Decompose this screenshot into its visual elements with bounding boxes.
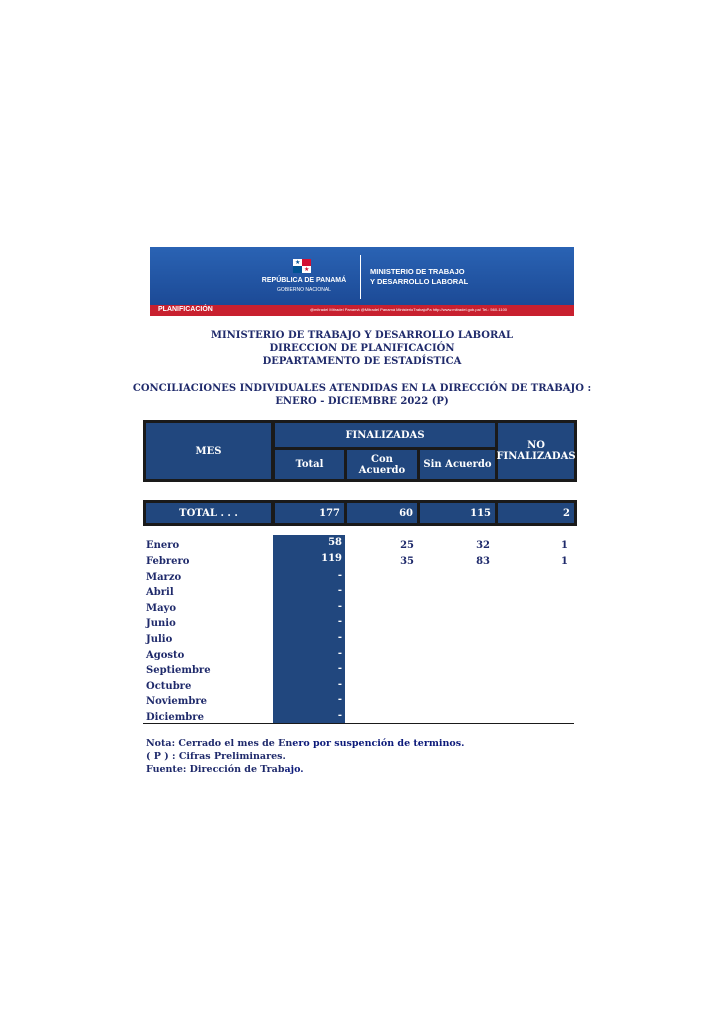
row-total: - [337, 570, 342, 581]
report-period: ENERO - DICIEMBRE 2022 (P) [275, 396, 449, 407]
month-label: Mayo [146, 603, 177, 614]
header-banner [150, 247, 574, 316]
section-label: PLANIFICACIÓN [158, 306, 213, 313]
direction-heading: DIRECCION DE PLANIFICACIÓN [269, 343, 455, 354]
social-links: @mitradel Mitradel Panamá @Mitradel Panamá MinisterioTrabajoPa http://www.mitradel.gob.pa/ Tel.: 560-1100 [310, 307, 508, 312]
banner-footer [150, 305, 574, 316]
note-closed [146, 738, 464, 749]
row-total: - [337, 710, 342, 721]
month-label: Octubre [146, 681, 192, 692]
month-label: Diciembre [146, 712, 204, 723]
department-heading: DEPARTAMENTO DE ESTADÍSTICA [262, 356, 462, 367]
column-total: Total [275, 450, 344, 479]
total-label: TOTAL . . . [146, 503, 271, 523]
month-label: Enero [146, 540, 180, 551]
panama-flag-icon: ★ ★ [295, 259, 310, 273]
note-preliminary: ( P ) : Cifras Preliminares. [146, 751, 286, 762]
banner-divider [360, 255, 361, 299]
month-label: Julio [146, 634, 173, 645]
note-source-a: Fuente: Dirección de Trab [146, 764, 285, 775]
column-sin-acuerdo: Sin Acuerdo [420, 450, 495, 479]
column-no-finalizadas [498, 423, 574, 479]
row-total: 58 [328, 537, 342, 548]
row-total: - [337, 663, 342, 674]
row-total: - [337, 648, 342, 659]
republic-name: REPÚBLICA DE PANAMÁ [261, 277, 347, 284]
report-title: CONCILIACIONES INDIVIDUALES ATENDIDAS EN LA DIRECCIÓN DE TRABAJO : [132, 383, 592, 394]
note-closed-b: ero por suspención de terminos. [292, 738, 465, 749]
row-total: - [337, 632, 342, 643]
row-no-finalizadas: 1 [561, 540, 568, 551]
ministry-name [370, 267, 468, 287]
month-label: Marzo [146, 572, 182, 583]
row-no-finalizadas: 1 [561, 556, 568, 567]
row-con-acuerdo: 25 [400, 540, 414, 551]
row-total: - [337, 585, 342, 596]
column-con-acuerdo: Con Acuerdo [347, 450, 417, 479]
note-closed-a: Nota: Cerrado el mes de En [146, 738, 293, 749]
row-total: - [337, 694, 342, 705]
column-no-line2: FINALIZADAS [496, 451, 576, 462]
row-con-acuerdo: 35 [400, 556, 414, 567]
column-finalizadas: FINALIZADAS [275, 423, 495, 447]
total-total: 177 [275, 503, 344, 523]
month-label: Junio [146, 618, 176, 629]
table-bottom-rule [143, 723, 574, 724]
row-sin-acuerdo: 32 [476, 540, 490, 551]
row-total: - [337, 601, 342, 612]
column-no-line1: NO [527, 440, 545, 451]
column-mes: MES [146, 423, 271, 479]
month-label: Agosto [146, 650, 185, 661]
ministry-heading: MINISTERIO DE TRABAJO Y DESARROLLO LABORAL [210, 330, 514, 341]
ministry-line1: MINISTERIO DE TRABAJO [370, 267, 465, 276]
month-label: Febrero [146, 556, 190, 567]
row-sin-acuerdo: 83 [476, 556, 490, 567]
note-source-b: ajo. [284, 764, 304, 775]
month-label: Noviembre [146, 696, 207, 707]
month-label: Septiembre [146, 665, 211, 676]
banner-top [150, 247, 574, 305]
month-label: Abril [146, 587, 174, 598]
ministry-line2: Y DESARROLLO LABORAL [370, 277, 469, 286]
row-total: 119 [321, 553, 342, 564]
total-sin-acuerdo: 115 [420, 503, 495, 523]
total-no-finalizadas: 2 [498, 503, 574, 523]
row-total: - [337, 679, 342, 690]
note-source [146, 764, 304, 775]
row-total: - [337, 616, 342, 627]
government-name: GOBIERNO NACIONAL [277, 287, 331, 293]
total-con-acuerdo: 60 [347, 503, 417, 523]
